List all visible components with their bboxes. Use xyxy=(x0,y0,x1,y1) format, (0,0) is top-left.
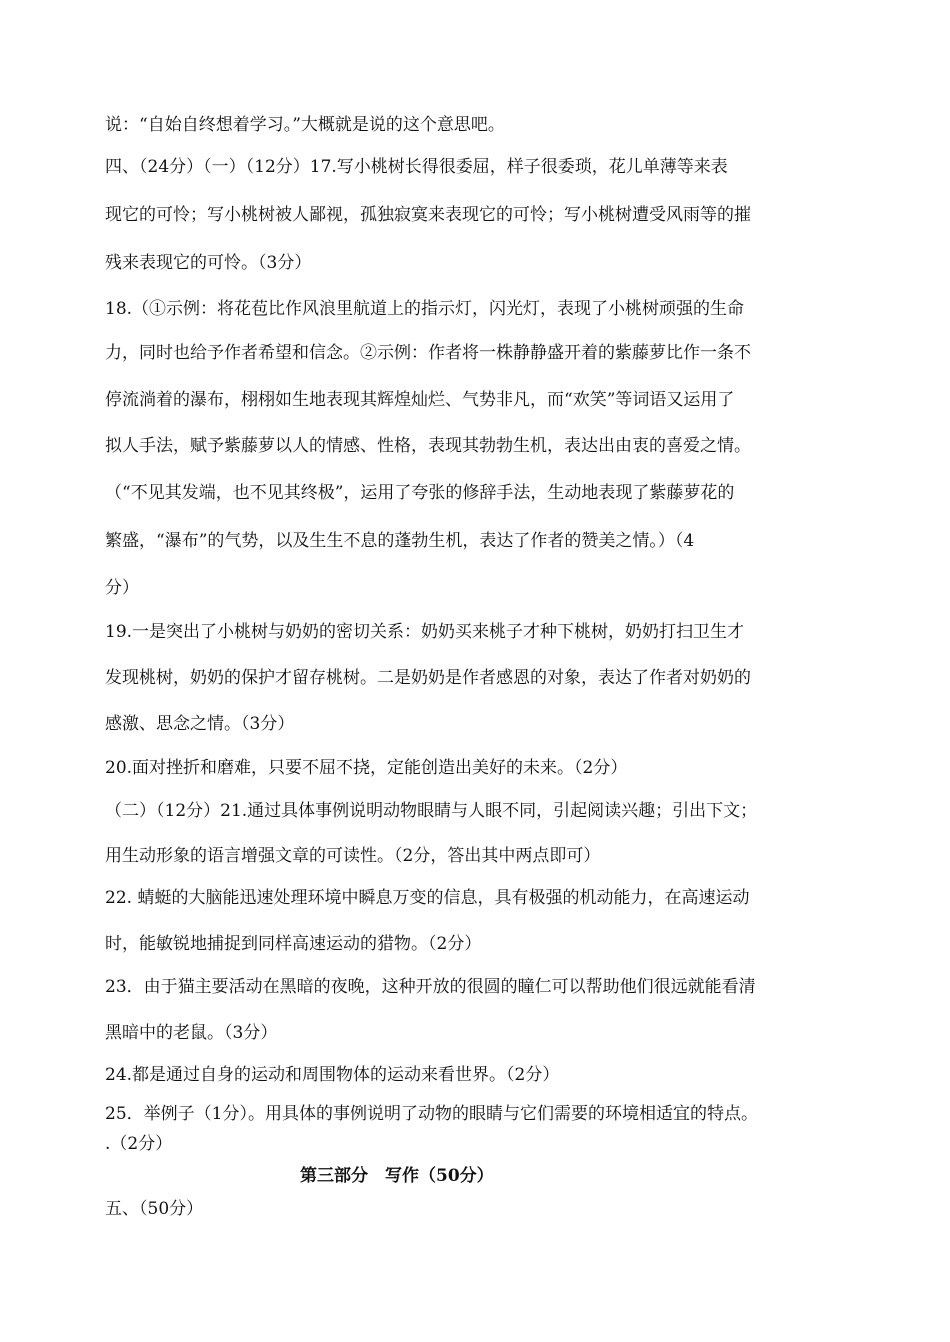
text-line: 24.都是通过自身的运动和周围物体的运动来看世界。（2分） xyxy=(105,1065,560,1085)
text-line: 现它的可怜；写小桃树被人鄙视，孤独寂寞来表现它的可怜；写小桃树遭受风雨等的摧 xyxy=(105,205,751,225)
text-line: 残来表现它的可怜。（3分） xyxy=(105,253,312,273)
text-line: 23．由于猫主要活动在黑暗的夜晚，这种开放的很圆的瞳仁可以帮助他们很远就能看清 xyxy=(105,977,756,997)
text-line: 22. 蜻蜓的大脑能迅速处理环境中瞬息万变的信息，具有极强的机动能力，在高速运动 xyxy=(105,888,750,908)
text-line: .（2分） xyxy=(105,1134,173,1154)
text-line: （“不见其发端，也不见其终极”，运用了夸张的修辞手法，生动地表现了紫藤萝花的 xyxy=(105,483,735,503)
text-line: 发现桃树，奶奶的保护才留存桃树。二是奶奶是作者感恩的对象，表达了作者对奶奶的 xyxy=(105,668,751,688)
text-line: 18.（①示例：将花苞比作风浪里航道上的指示灯，闪光灯，表现了小桃树顽强的生命 xyxy=(105,299,745,319)
text-line: 时，能敏锐地捕捉到同样高速运动的猎物。（2分） xyxy=(105,934,482,954)
text-line: 用生动形象的语言增强文章的可读性。（2分，答出其中两点即可） xyxy=(105,846,601,866)
text-line: 五、（50分） xyxy=(105,1199,204,1219)
text-line: 分） xyxy=(105,578,139,598)
text-line: 繁盛，“瀑布”的气势，以及生生不息的蓬勃生机，表达了作者的赞美之情。）（4 xyxy=(105,531,695,551)
text-line: 力，同时也给予作者希望和信念。②示例：作者将一株静静盛开着的紫藤萝比作一条不 xyxy=(105,343,751,363)
text-line: 25．举例子（1分）。用具体的事例说明了动物的眼睛与它们需要的环境相适宜的特点。 xyxy=(105,1104,758,1124)
text-line: 19.一是突出了小桃树与奶奶的密切关系：奶奶买来桃子才种下桃树，奶奶打扫卫生才 xyxy=(105,622,745,642)
text-line: 拟人手法，赋予紫藤萝以人的情感、性格，表现其勃勃生机，表达出由衷的喜爱之情。 xyxy=(105,436,751,456)
section-heading: 第三部分 写作（50分） xyxy=(300,1166,494,1186)
text-line: 说：“自始自终想着学习。”大概就是说的这个意思吧。 xyxy=(105,115,505,135)
text-line: （二）（12分）21.通过具体事例说明动物眼睛与人眼不同，引起阅读兴趣；引出下文； xyxy=(105,801,758,821)
text-line: 黑暗中的老鼠。（3分） xyxy=(105,1023,278,1043)
text-line: 感激、思念之情。（3分） xyxy=(105,714,295,734)
text-line: 停流淌着的瀑布，栩栩如生地表现其辉煌灿烂、气势非凡，而“欢笑”等词语又运用了 xyxy=(105,390,735,410)
text-line: 20.面对挫折和磨难，只要不屈不挠，定能创造出美好的未来。（2分） xyxy=(105,758,628,778)
text-line: 四、（24分）（一）（12分）17.写小桃树长得很委屈，样子很委琐，花儿单薄等来表 xyxy=(105,157,728,177)
